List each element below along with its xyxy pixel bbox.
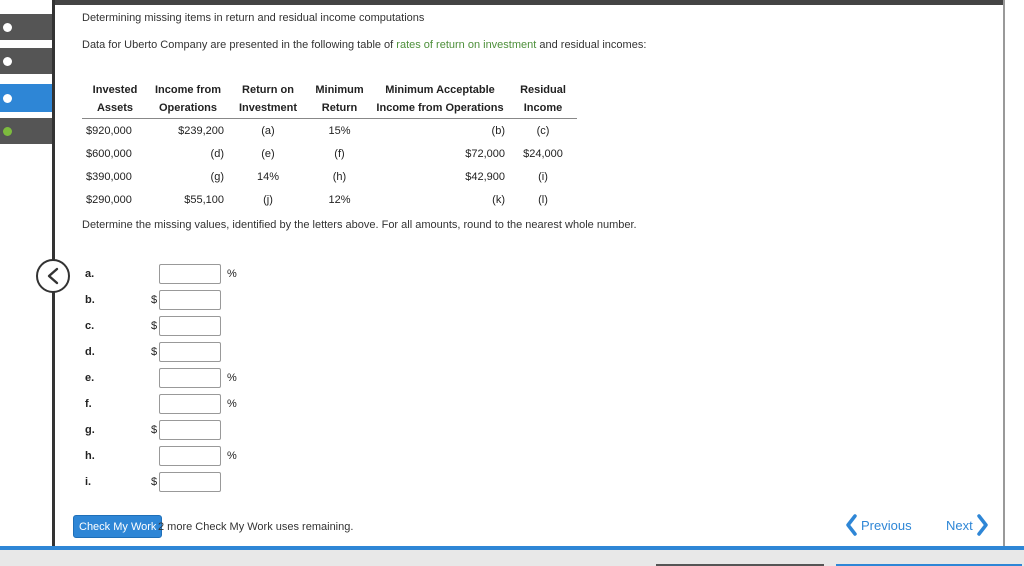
table-cell: $390,000 — [86, 170, 132, 183]
answer-letter: h. — [85, 450, 95, 462]
collapse-button[interactable] — [36, 259, 70, 293]
status-dot-icon — [3, 23, 12, 32]
col-header: Invested Assets — [82, 80, 148, 119]
answer-row-f — [85, 394, 285, 416]
answer-prefix: $ — [151, 424, 158, 436]
table-cell: (i) — [538, 170, 548, 183]
answer-letter: a. — [85, 268, 95, 280]
chevron-right-icon — [977, 514, 989, 536]
table-cell: $239,200 — [178, 124, 224, 137]
rail-item-3-active[interactable] — [0, 84, 52, 112]
table-cell: $290,000 — [86, 193, 132, 206]
previous-label: Previous — [861, 517, 912, 533]
table-cell: (c) — [536, 124, 550, 137]
data-table — [82, 80, 577, 211]
check-done-icon — [3, 127, 12, 136]
col-header: Minimum Acceptable Income from Operations — [371, 80, 509, 119]
previous-button[interactable] — [845, 514, 912, 536]
right-border — [1003, 0, 1005, 548]
answer-suffix: % — [227, 450, 237, 462]
table-cell: $42,900 — [465, 170, 505, 183]
col-header: Return on Investment — [228, 80, 308, 119]
remaining-attempts: 2 more Check My Work uses remaining. — [158, 521, 354, 533]
answer-letter: f. — [85, 398, 92, 410]
rail-item-2[interactable] — [0, 48, 52, 74]
rail-item-4[interactable] — [0, 118, 52, 144]
answer-letter: e. — [85, 372, 95, 384]
answer-row-g — [85, 420, 285, 442]
table-cell: (d) — [210, 147, 224, 160]
answer-row-a — [85, 264, 285, 286]
answer-input-g[interactable] — [159, 420, 221, 440]
bottom-strip — [0, 550, 1024, 566]
table-cell: (k) — [492, 193, 505, 206]
page-title: Determining missing items in return and residual income computations — [82, 12, 425, 24]
table-cell: (j) — [263, 193, 273, 206]
status-dot-icon — [3, 57, 12, 66]
table-cell: (h) — [332, 170, 347, 183]
glossary-link[interactable]: rates of return on investment — [396, 39, 537, 51]
answer-row-i — [85, 472, 285, 494]
answer-prefix: $ — [151, 476, 158, 488]
status-dot-icon — [3, 94, 12, 103]
answer-prefix: $ — [151, 346, 158, 358]
intro-after: and residual incomes: — [536, 39, 647, 51]
answer-prefix: $ — [151, 320, 158, 332]
answer-input-c[interactable] — [159, 316, 221, 336]
col-header: Residual Income — [509, 80, 577, 119]
answer-input-h[interactable] — [159, 446, 221, 466]
answer-letter: g. — [85, 424, 95, 436]
answer-row-b — [85, 290, 285, 312]
table-cell: (e) — [261, 147, 275, 160]
table-cell: $72,000 — [465, 147, 505, 160]
col-header: Minimum Return — [308, 80, 371, 119]
answer-input-b[interactable] — [159, 290, 221, 310]
table-cell: (f) — [334, 147, 345, 160]
table-cell: 14% — [256, 170, 280, 183]
answer-letter: b. — [85, 294, 95, 306]
table-cell: $55,100 — [184, 193, 224, 206]
table-row — [82, 142, 577, 165]
table-cell: (l) — [538, 193, 548, 206]
answer-letter: d. — [85, 346, 95, 358]
top-bar — [55, 0, 1005, 5]
answer-input-e[interactable] — [159, 368, 221, 388]
next-label: Next — [946, 517, 973, 533]
intro-before: Data for Uberto Company are presented in the following table of — [82, 39, 397, 51]
chevron-left-icon — [845, 514, 857, 536]
instructions: Determine the missing values, identified by the letters above. For all amounts, round to the nearest whole number. — [82, 219, 637, 231]
answer-row-d — [85, 342, 285, 364]
answer-suffix: % — [227, 398, 237, 410]
table-cell: (b) — [491, 124, 505, 137]
table-cell: 12% — [328, 193, 351, 206]
answer-prefix: $ — [151, 294, 158, 306]
answer-input-a[interactable] — [159, 264, 221, 284]
next-button[interactable] — [946, 514, 989, 536]
answer-input-i[interactable] — [159, 472, 221, 492]
answer-row-e — [85, 368, 285, 390]
table-row — [82, 165, 577, 188]
table-row — [82, 188, 577, 211]
answer-input-d[interactable] — [159, 342, 221, 362]
rail-item-1[interactable] — [0, 14, 52, 40]
answer-row-c — [85, 316, 285, 338]
table-cell: 15% — [328, 124, 351, 137]
answer-input-f[interactable] — [159, 394, 221, 414]
table-row — [82, 119, 577, 143]
answer-suffix: % — [227, 372, 237, 384]
col-header: Income from Operations — [148, 80, 228, 119]
table-cell: $24,000 — [523, 147, 563, 160]
check-my-work-button[interactable]: Check My Work — [73, 515, 162, 538]
chevron-left-icon — [46, 267, 60, 285]
table-cell: $920,000 — [86, 124, 132, 137]
answer-row-h — [85, 446, 285, 468]
answer-letter: c. — [85, 320, 95, 332]
intro-text — [82, 39, 646, 51]
table-header-row — [82, 80, 577, 119]
table-cell: (a) — [261, 124, 275, 137]
answer-letter: i. — [85, 476, 92, 488]
answer-suffix: % — [227, 268, 237, 280]
table-cell: $600,000 — [86, 147, 132, 160]
table-cell: (g) — [210, 170, 224, 183]
